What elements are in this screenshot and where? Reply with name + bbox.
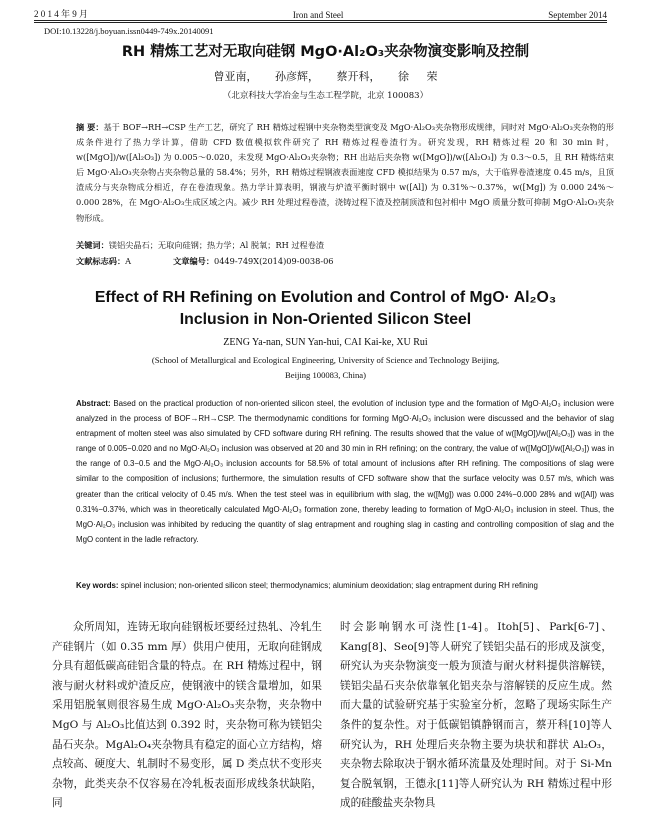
en-keywords-label: Key words:: [76, 581, 119, 590]
cn-authors: 曾亚南， 孙彦辉， 蔡开科， 徐 荣: [213, 70, 438, 83]
en-keywords-text: spinel inclusion; non-oriented silicon steel; thermodynamics; aluminium deoxidation; slag entrapment during RH refining: [120, 581, 538, 590]
running-header: [34, 4, 607, 20]
doc-code: A: [125, 256, 132, 266]
en-affiliation-line2: Beijing 100083, China): [285, 370, 366, 380]
doc-code-label: 文献标志码：: [76, 256, 126, 266]
doi[interactable]: DOI:10.13228/j.boyuan.issn0449-749x.20140091: [44, 26, 214, 36]
cn-affiliation: （北京科技大学冶金与生态工程学院，北京 100083）: [222, 91, 429, 101]
header-rule-2: [34, 22, 607, 23]
body-column-left: [52, 618, 322, 814]
header-journal: Iron and Steel: [292, 10, 344, 20]
body-paragraph-right: 时会影响钢水可浇性[1-4]。Itoh[5]、Park[6-7]、Kang[8]、Seo[9]等人研究了镁铝尖晶石的形成及演变，研究认为夹杂物演变一般为顶渣与耐火材料提供溶解镁，镁铝尖晶石夹杂依靠氧化铝夹杂与溶解镁的反应生成。然而大量的试验研究基于实验室分析，忽略了现场实际生产条件的复杂性。对于低碳铝镇静钢而言，蔡开科[10]等人研究认为，RH 处理后夹杂物主要为块状和群状 Al₂O₃，夹杂物去除取决于钢水循环流量及处理时间。对于 Si-Mn 复合脱氧钢，王德永[11]等人研究认为 RH 精炼过程中形成的硅酸盐夹杂物具: [340, 621, 612, 810]
cn-abstract: [76, 120, 614, 226]
en-title-line1: Effect of RH Refining on Evolution and Control of MgO· Al₂O₃: [94, 289, 557, 306]
article-no: 0449-749X(2014)09-0038-06: [214, 256, 334, 266]
en-title-line2: Inclusion in Non-Oriented Silicon Steel: [179, 311, 472, 328]
cn-keywords: [76, 240, 614, 251]
en-title: [0, 287, 651, 331]
en-abstract: [76, 396, 614, 547]
cn-keywords-text: 镁铝尖晶石；无取向硅钢；热力学；Al 脱氧；RH 过程卷渣: [108, 240, 325, 250]
en-keywords: [76, 578, 614, 593]
cn-abstract-label: 摘 要：: [76, 122, 104, 132]
cn-title: RH 精炼工艺对无取向硅钢 MgO·Al₂O₃夹杂物演变影响及控制: [121, 44, 530, 60]
cn-abstract-text: 基于 BOF→RH→CSP 生产工艺，研究了 RH 精炼过程钢中夹杂物类型演变及 MgO·Al₂O₃夹杂物形成规律，同时对 MgO·Al₂O₃夹杂物的形成条件进行了热力学计算，借助 CFD 数值模拟软件研究了 RH 精炼过程卷渣行为。研究发现，RH 精炼过程 20 和 30 min 时，w([MgO])/w([Al₂O₃]) 为 0.005～0.020，未发现 MgO·Al₂O₃夹杂物；RH 出站后夹杂物 w([MgO])/w([Al₂O₃]) 为 0.3～0.5，且 RH 精炼结束后 MgO·Al₂O₃夹杂物占夹杂物总量的 58.4%；另外，RH 精炼过程钢液表面速度 CFD 模拟结果为 0.57 m/s，大于临界卷渣速度 0.45 m/s，且顶渣成分与夹杂物成分相近，存在卷渣现象。热力学计算表明，钢液与炉渣平衡时钢中 w([Al]) 为 0.31%～0.37%，w([Mg]) 为 0.000 24%～0.000 28%，在 MgO·Al₂O₃生成区域之内。减少 RH 处理过程卷渣，浇铸过程下渣及控制顶渣和包衬相中 MgO 质量分数可抑制 MgO·Al₂O₃夹杂物形成。: [76, 122, 614, 223]
cn-keywords-label: 关键词：: [76, 240, 109, 250]
en-abstract-label: Abstract:: [76, 399, 111, 408]
header-date-en: September 2014: [548, 10, 607, 20]
cn-codes: [76, 256, 614, 267]
header-date: 2 0 1 4 年 9 月: [34, 9, 89, 19]
article-no-label: 文章编号：: [173, 256, 215, 266]
body-column-right: [340, 618, 612, 814]
header-rule: [34, 20, 607, 21]
en-affiliation: [100, 353, 551, 383]
en-abstract-text: Based on the practical production of non-oriented silicon steel, the evolution of inclusion type and the formation of MgO·Al₂O₃ inclusion were analyzed in the process of BOF→RH→CSP. The thermodynamic conditions for forming MgO·Al₂O₃ inclusion were discussed and the behavior of slag entrapment of molten steel was also simulated by CFD software during RH refining. The results showed that the value of w([MgO])/w([Al₂O₃]) was in the range of 0.005−0.020 and no MgO·Al₂O₃ inclusion was observed at 20 and 30 min in RH refining; on the contrary, the value of w([MgO])/w([Al₂O₃]) was in the range of 0.3−0.5 and the MgO·Al₂O₃ inclusion accounts for 58.5% of total amount of inclusions after RH refining. The compositions of slag were similar to the composition of inclusions; furthermore, the simulation results of CFD software show that the surface velocity was 0.57 m/s, which was greater than the critical velocity of 0.45 m/s. When the test steel was in equilibrium with slag, the w([Mg]) was 0.000 24%−0.000 28% and w([Al]) was 0.31%−0.37%, which was in theoretically calculated MgO·Al₂O₃ formation zone, thereby leading to formation of MgO·Al₂O₃ inclusion in steel. Thus, the MgO·Al₂O₃ inclusion was inhibited by reducing the quantity of slag entrapment and roughing slag in casting and controlling composition of slag and the MgO content in the ladle refractory.: [76, 399, 614, 544]
en-authors: ZENG Ya-nan, SUN Yan-hui, CAI Kai-ke, XU Rui: [223, 337, 428, 348]
body-paragraph-left: 众所周知，连铸无取向硅钢板坯要经过热轧、冷轧生产硅钢片（如 0.35 mm 厚）供用户使用，无取向硅钢成分具有超低碳高硅铝含量的特点。在 RH 精炼过程中，钢液与耐火材料或炉渣反应，使钢液中的镁含量增加，如果采用铝脱氧则很容易生成 MgO·Al₂O₃夹杂物，夹杂物中 MgO 与 Al₂O₃比值达到 0.392 时，夹杂物可称为镁铝尖晶石夹杂。MgAl₂O₄夹杂物具有稳定的面心立方结构，熔点较高、硬度大、轧制时不易变形，属 D 类点状不变形夹杂物，此类夹杂不仅容易在冷轧板表面形成线条状缺陷，同: [52, 621, 322, 810]
en-affiliation-line1: (School of Metallurgical and Ecological Engineering, University of Science and Technology Beijing,: [151, 355, 500, 365]
